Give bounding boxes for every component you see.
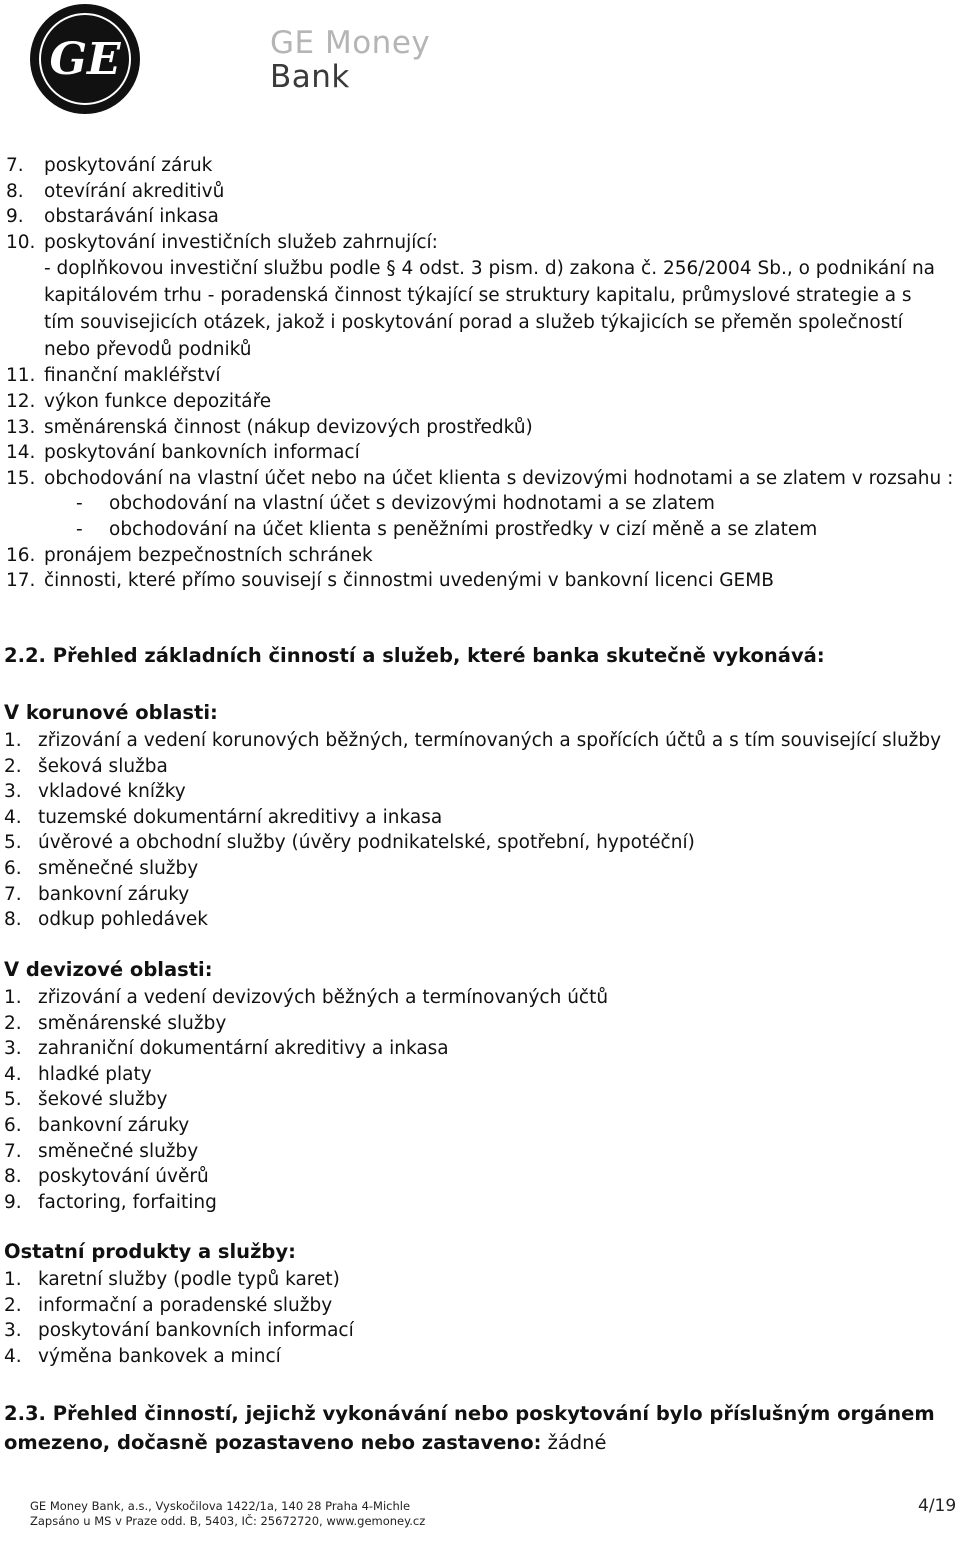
other-list <box>0 1267 960 1369</box>
brand-line2: Bank <box>270 59 350 95</box>
brand-name <box>270 26 430 94</box>
list-item: 4. výměna bankovek a mincí <box>4 1345 281 1367</box>
list-item: 13. směnárenská činnost (nákup devizových prostředků) <box>6 416 533 438</box>
page-number: 4/19 <box>918 1496 957 1516</box>
list-item: 6. bankovní záruky <box>4 1114 190 1136</box>
list-item: 1. zřizování a vedení korunových běžných, termínovaných a spořících účtů a s tím související služby <box>4 730 942 751</box>
footer-line1: GE Money Bank, a.s., Vyskočilova 1422/1a, 140 28 Praha 4-Michle <box>30 1499 411 1513</box>
list-item: 3. zahraniční dokumentární akreditivy a inkasa <box>4 1038 449 1060</box>
list-item: 8. poskytování úvěrů <box>4 1166 209 1188</box>
list-item: 1. zřizování a vedení devizových běžných a termínovaných účtů <box>4 987 609 1008</box>
list-item: 11. finanční makléřství <box>6 365 221 387</box>
czk-heading: V korunové oblasti: <box>4 701 218 724</box>
list-item: 9. factoring, forfaiting <box>4 1191 217 1213</box>
list-item: 14. poskytování bankovních informací <box>6 442 360 464</box>
list-item: 4. hladké platy <box>4 1063 152 1085</box>
list-item: 8. otevírání akreditivů <box>6 180 225 202</box>
list-item: 12. výkon funkce depozitáře <box>6 390 272 412</box>
brand-line1: GE Money <box>270 25 431 61</box>
list-item: 6. směnečné služby <box>4 857 199 879</box>
list-item: 5. úvěrové a obchodní služby (úvěry podnikatelské, spotřební, hypotéční) <box>4 832 695 854</box>
list-item: 16. pronájem bezpečnostních schránek <box>6 544 373 566</box>
list-item: 2. informační a poradenské služby <box>4 1294 333 1316</box>
fx-list <box>0 985 960 1215</box>
section-2-3-title: 2.3. Přehled činností, jejichž vykonávání nebo poskytování bylo příslušným orgánem omezeno, dočasně pozastaveno nebo zastaveno: <box>4 1402 935 1454</box>
list-item: 7. směnečné služby <box>4 1140 199 1162</box>
list-item: 5. šekové služby <box>4 1089 168 1111</box>
list-item: 4. tuzemské dokumentární akreditivy a inkasa <box>4 806 443 828</box>
list-item: 2. směnárenské služby <box>4 1012 227 1034</box>
list-item: 15. obchodování na vlastní účet nebo na účet klienta s devizovými hodnotami a se zlatem v rozsahu : <box>6 467 954 489</box>
list-item: 17. činnosti, které přímo souvisejí s činnostmi uvedenými v bankovní licenci GEMB <box>6 570 774 592</box>
section-2-3-answer: žádné <box>547 1431 607 1454</box>
section-2-3 <box>4 1399 956 1457</box>
footer-line2: Zapsáno u MS v Praze odd. B, 5403, IČ: 25672720, www.gemoney.cz <box>30 1514 426 1528</box>
dash-item: - obchodování na vlastní účet s devizovými hodnotami a se zlatem <box>76 493 715 515</box>
other-heading: Ostatní produkty a služby: <box>4 1240 296 1263</box>
list-item: 7. bankovní záruky <box>4 883 190 905</box>
list-item: 3. vkladové knížky <box>4 781 186 803</box>
list-item: 9. obstarávání inkasa <box>6 206 219 228</box>
list-item: 2. šeková služba <box>4 755 168 777</box>
section-2-2-title: 2.2. Přehled základních činností a služeb, které banka skutečně vykonává: <box>4 644 825 667</box>
investment-sub-item: - doplňkovou investiční službu podle § 4 odst. 3 pism. d) zakona č. 256/2004 Sb., o podnikání na kapitálovém trhu - poradenská činnost týkající se struktury kapitalu, průmyslové strategie a s tím souvisejicích otázek, jakož i poskytování porad a služeb týkajicích se přeměn společností nebo převodů podniků <box>44 258 936 361</box>
list-item: 10. poskytování investičních služeb zahrnující: <box>6 231 438 253</box>
fx-heading: V devizové oblasti: <box>4 958 213 981</box>
licensed-activities-list <box>0 153 960 594</box>
footer <box>30 1499 425 1529</box>
logo-text: GE <box>49 34 121 85</box>
list-item: 7. poskytování záruk <box>6 155 213 176</box>
list-item: 8. odkup pohledávek <box>4 909 208 931</box>
ge-logo <box>28 2 142 116</box>
czk-list <box>0 728 960 933</box>
list-item: 1. karetní služby (podle typů karet) <box>4 1269 340 1290</box>
list-item: 3. poskytování bankovních informací <box>4 1320 354 1342</box>
dash-item: - obchodování na účet klienta s peněžními prostředky v cizí měně a se zlatem <box>76 518 818 540</box>
